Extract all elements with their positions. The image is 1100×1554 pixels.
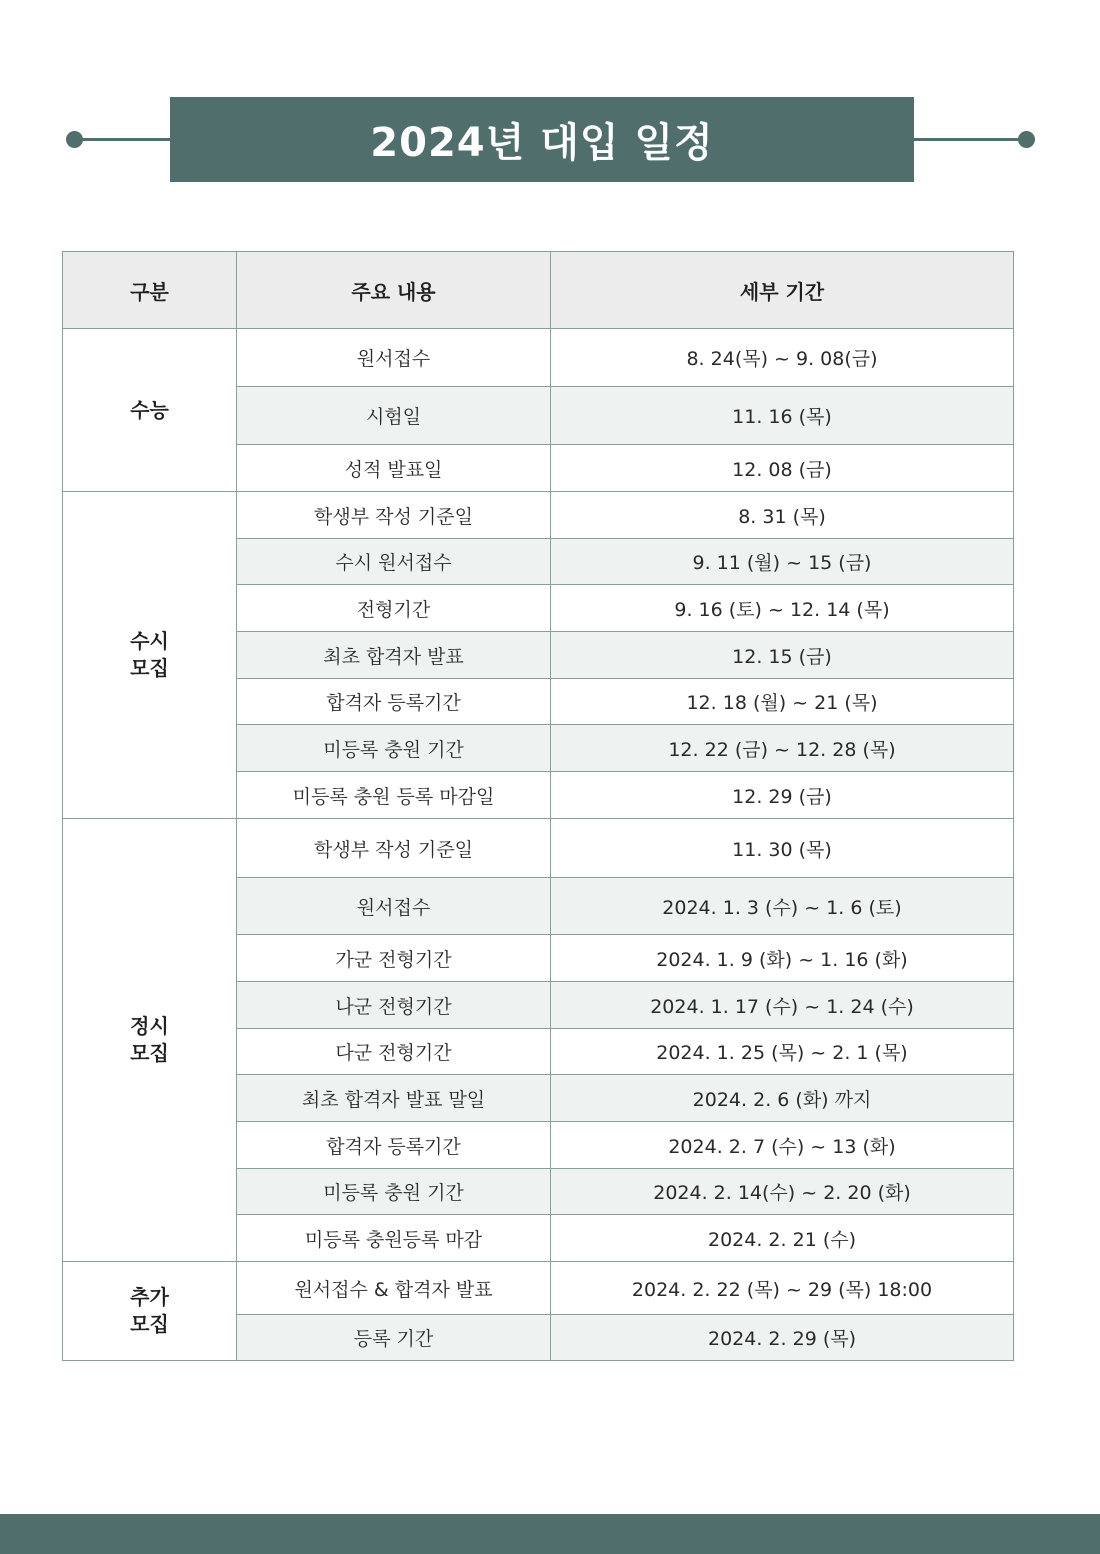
content-cell: 성적 발표일	[237, 445, 551, 492]
content-cell: 미등록 충원 등록 마감일	[237, 772, 551, 819]
content-cell: 나군 전형기간	[237, 982, 551, 1029]
schedule-table	[62, 251, 1014, 1361]
period-cell: 12. 29 (금)	[551, 772, 1014, 819]
period-cell: 8. 31 (목)	[551, 492, 1014, 539]
table-row	[63, 492, 1014, 539]
content-cell: 가군 전형기간	[237, 935, 551, 982]
content-cell: 원서접수 & 합격자 발표	[237, 1262, 551, 1315]
title-dot-left	[66, 131, 83, 148]
page-title: 2024년 대입 일정	[170, 97, 914, 182]
period-cell: 2024. 1. 25 (목) ~ 2. 1 (목)	[551, 1029, 1014, 1075]
title-line-left	[74, 138, 174, 141]
period-cell: 12. 22 (금) ~ 12. 28 (목)	[551, 725, 1014, 772]
period-cell: 2024. 1. 3 (수) ~ 1. 6 (토)	[551, 878, 1014, 935]
period-cell: 2024. 2. 22 (목) ~ 29 (목) 18:00	[551, 1262, 1014, 1315]
content-cell: 학생부 작성 기준일	[237, 492, 551, 539]
period-cell: 2024. 2. 7 (수) ~ 13 (화)	[551, 1122, 1014, 1169]
content-cell: 미등록 충원 기간	[237, 1169, 551, 1215]
content-cell: 최초 합격자 발표 말일	[237, 1075, 551, 1122]
period-cell: 2024. 2. 21 (수)	[551, 1215, 1014, 1262]
category-cell: 수시 모집	[63, 492, 237, 819]
table-body	[63, 329, 1014, 1361]
content-cell: 미등록 충원등록 마감	[237, 1215, 551, 1262]
table-row	[63, 329, 1014, 387]
period-cell: 12. 18 (월) ~ 21 (목)	[551, 679, 1014, 725]
content-cell: 다군 전형기간	[237, 1029, 551, 1075]
period-cell: 11. 16 (목)	[551, 387, 1014, 445]
period-cell: 2024. 1. 9 (화) ~ 1. 16 (화)	[551, 935, 1014, 982]
title-line-right	[910, 138, 1028, 141]
table-row	[63, 819, 1014, 878]
period-cell: 9. 16 (토) ~ 12. 14 (목)	[551, 585, 1014, 632]
period-cell: 2024. 1. 17 (수) ~ 1. 24 (수)	[551, 982, 1014, 1029]
title-banner	[0, 97, 1100, 182]
period-cell: 2024. 2. 6 (화) 까지	[551, 1075, 1014, 1122]
header-category: 구분	[63, 252, 237, 329]
period-cell: 2024. 2. 29 (목)	[551, 1315, 1014, 1361]
header-content: 주요 내용	[237, 252, 551, 329]
content-cell: 학생부 작성 기준일	[237, 819, 551, 878]
table-header-row	[63, 252, 1014, 329]
category-cell: 정시 모집	[63, 819, 237, 1262]
period-cell: 11. 30 (목)	[551, 819, 1014, 878]
period-cell: 12. 08 (금)	[551, 445, 1014, 492]
category-cell: 수능	[63, 329, 237, 492]
content-cell: 합격자 등록기간	[237, 679, 551, 725]
table-row	[63, 1262, 1014, 1315]
content-cell: 합격자 등록기간	[237, 1122, 551, 1169]
title-dot-right	[1018, 131, 1035, 148]
content-cell: 전형기간	[237, 585, 551, 632]
content-cell: 등록 기간	[237, 1315, 551, 1361]
category-cell: 추가 모집	[63, 1262, 237, 1361]
content-cell: 미등록 충원 기간	[237, 725, 551, 772]
content-cell: 원서접수	[237, 878, 551, 935]
content-cell: 수시 원서접수	[237, 539, 551, 585]
period-cell: 8. 24(목) ~ 9. 08(금)	[551, 329, 1014, 387]
header-period: 세부 기간	[551, 252, 1014, 329]
content-cell: 시험일	[237, 387, 551, 445]
content-cell: 최초 합격자 발표	[237, 632, 551, 679]
period-cell: 12. 15 (금)	[551, 632, 1014, 679]
content-cell: 원서접수	[237, 329, 551, 387]
footer-bar	[0, 1514, 1100, 1554]
period-cell: 2024. 2. 14(수) ~ 2. 20 (화)	[551, 1169, 1014, 1215]
period-cell: 9. 11 (월) ~ 15 (금)	[551, 539, 1014, 585]
